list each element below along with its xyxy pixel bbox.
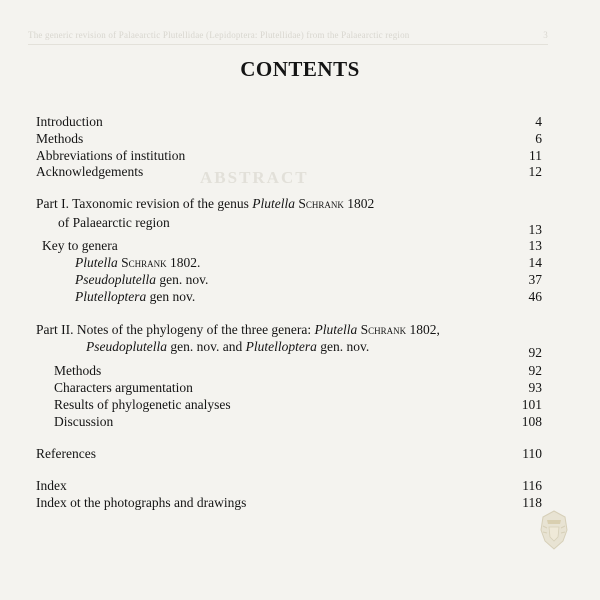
toc-entry-results[interactable]: Results of phylogenetic analyses 101	[54, 397, 542, 412]
toc-entry-plutelloptera[interactable]: Plutelloptera gen nov. 46	[75, 289, 542, 304]
toc-entry-index-photographs[interactable]: Index ot the photographs and drawings 118	[36, 495, 542, 510]
page-number: 12	[506, 164, 542, 180]
page-number: 14	[506, 255, 542, 271]
page-number: 116	[506, 478, 542, 494]
toc-entry-acknowledgements[interactable]: Acknowledgements 12	[36, 164, 542, 179]
toc-part1-heading-line1[interactable]: Part I. Taxonomic revision of the genus Plutella Schrank 1802	[36, 196, 375, 211]
toc-entry-discussion[interactable]: Discussion 108	[54, 414, 542, 429]
toc-entry-methods[interactable]: Methods 6	[36, 131, 542, 146]
page-number: 93	[506, 380, 542, 396]
page-number: 37	[506, 272, 542, 288]
toc-part1-heading-line2[interactable]: of Palaearctic region 13	[58, 215, 542, 237]
page-number: 101	[506, 397, 542, 413]
bleed-through-abstract: ABSTRACT	[200, 168, 309, 187]
toc-entry-introduction[interactable]: Introduction 4	[36, 114, 542, 129]
page-number: 92	[506, 363, 542, 379]
page-title: CONTENTS	[240, 57, 360, 81]
toc-entry-key-to-genera[interactable]: Key to genera 13	[42, 238, 542, 253]
toc-entry-references[interactable]: References 110	[36, 446, 542, 461]
toc-part2-heading-line2[interactable]: Pseudoplutella gen. nov. and Plutelloptera gen. nov. 92	[86, 339, 542, 360]
page-number: 13	[506, 238, 542, 254]
page-number: 6	[506, 131, 542, 147]
page-number: 46	[506, 289, 542, 305]
page-number: 118	[506, 495, 542, 511]
toc-part2-heading-line1[interactable]: Part II. Notes of the phylogeny of the three genera: Plutella Schrank 1802,	[36, 322, 440, 337]
page-number: 13	[506, 222, 542, 238]
page-number: 4	[506, 114, 542, 130]
bleed-through-running-head: The generic revision of Palaearctic Plutellidae (Lepidoptera: Plutellidae) from the Palaearctic region 3	[28, 30, 548, 40]
page-number: 11	[506, 148, 542, 164]
toc-entry-index[interactable]: Index 116	[36, 478, 542, 493]
toc-entry-plutella[interactable]: Plutella Schrank 1802. 14	[75, 255, 542, 270]
page-number: 110	[506, 446, 542, 462]
toc-entry-pseudoplutella[interactable]: Pseudoplutella gen. nov. 37	[75, 272, 542, 287]
toc-entry-part2-methods[interactable]: Methods 92	[54, 363, 542, 378]
page-number: 92	[506, 345, 542, 361]
toc-entry-abbreviations[interactable]: Abbreviations of institution 11	[36, 148, 542, 163]
toc-entry-characters[interactable]: Characters argumentation 93	[54, 380, 542, 395]
page-number: 108	[506, 414, 542, 430]
pharaoh-logo-icon	[536, 508, 572, 552]
